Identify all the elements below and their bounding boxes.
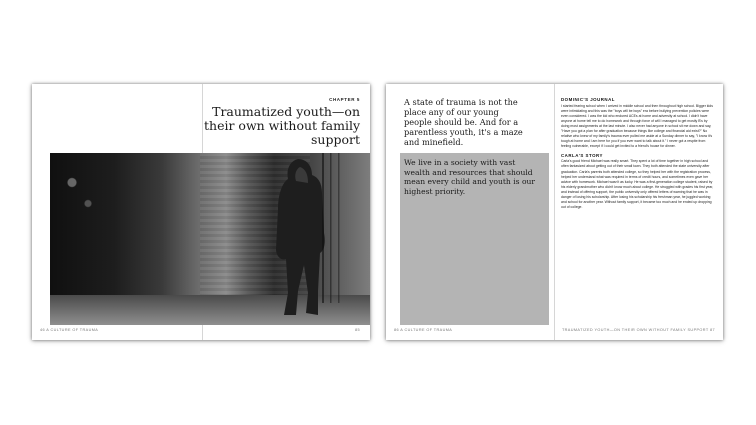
pull-quote: A state of trauma is not the place any of our young people should be. And for a parentless youth, it's a maze and minefield. — [404, 97, 523, 147]
section-body-carlas-story: Carla's good friend Michael was really smart. They spent a lot of time together in high school and often fantasized about getting out of their small town. They both attended the state university after graduation. Carla's parents both attended college, so they helped her with the registration process, helped her understand what was required in terms of credit hours, and sometimes even gave her advice with homework. Michael wasn't as lucky. He was a first-generation college student, raised by his elderly grandmother who didn't know much about college. He struggled with grades his first year, and instead of offering support, the public university only offered letters of warning that he was in danger of losing his scholarship. After losing his scholarship his freshman year, he juggled working and school for another year. Without family support, it became too much and he ended up dropping out of college. — [561, 159, 714, 209]
hooded-figure-silhouette — [50, 153, 370, 325]
highlight-quote-box — [400, 153, 549, 325]
right-page-spread — [386, 84, 723, 340]
page-folio-right: 85 — [354, 328, 360, 332]
highlight-quote: We live in a society with vast wealth and resources that should mean every child and youth is our highest priority. — [404, 158, 536, 196]
left-page-spread — [32, 84, 370, 340]
page-folio-left: 46 A CULTURE OF TRAUMA — [40, 328, 99, 332]
chapter-label: CHAPTER 5 — [329, 97, 360, 102]
section-body-dominics-journal: I started fearing school when I arrived in middle school and then throughout high school. Bigger kids were intimidating and this was the "boys will be boys" era before bullying prevention policies were even considered. I was the kid who endured ACEs at home and adversity at school. I didn't have anyone at home tell me to do homework and through force of will I managed to get mostly B's by doing most assignments at the last minute. I also never had anyone in school sit me down and say, "Have you got a plan for after graduation because things like college and financial aid exist?" No relative who knew of my family's trauma ever pulled me aside at a Sunday dinner to say, "I know it's tough at home and I am here for you if you ever want to talk about it." I never got a respite from feeling vulnerable, except if I could get invited to a friend's house for dinner. — [561, 103, 713, 148]
article-text-column — [561, 97, 714, 214]
youth-leaning-on-wall-photo — [50, 153, 370, 325]
chapter-title: Traumatized youth—on their own without family support — [204, 104, 360, 147]
section-heading-carlas-story: CARLA'S STORY — [561, 152, 603, 158]
page-folio-left: 86 A CULTURE OF TRAUMA — [394, 328, 453, 332]
page-folio-right: TRAUMATIZED YOUTH—ON THEIR OWN WITHOUT FAMILY SUPPORT 87 — [561, 328, 715, 332]
section-heading-dominics-journal: DOMINIC'S JOURNAL — [561, 97, 615, 102]
spine-gutter — [554, 84, 555, 340]
